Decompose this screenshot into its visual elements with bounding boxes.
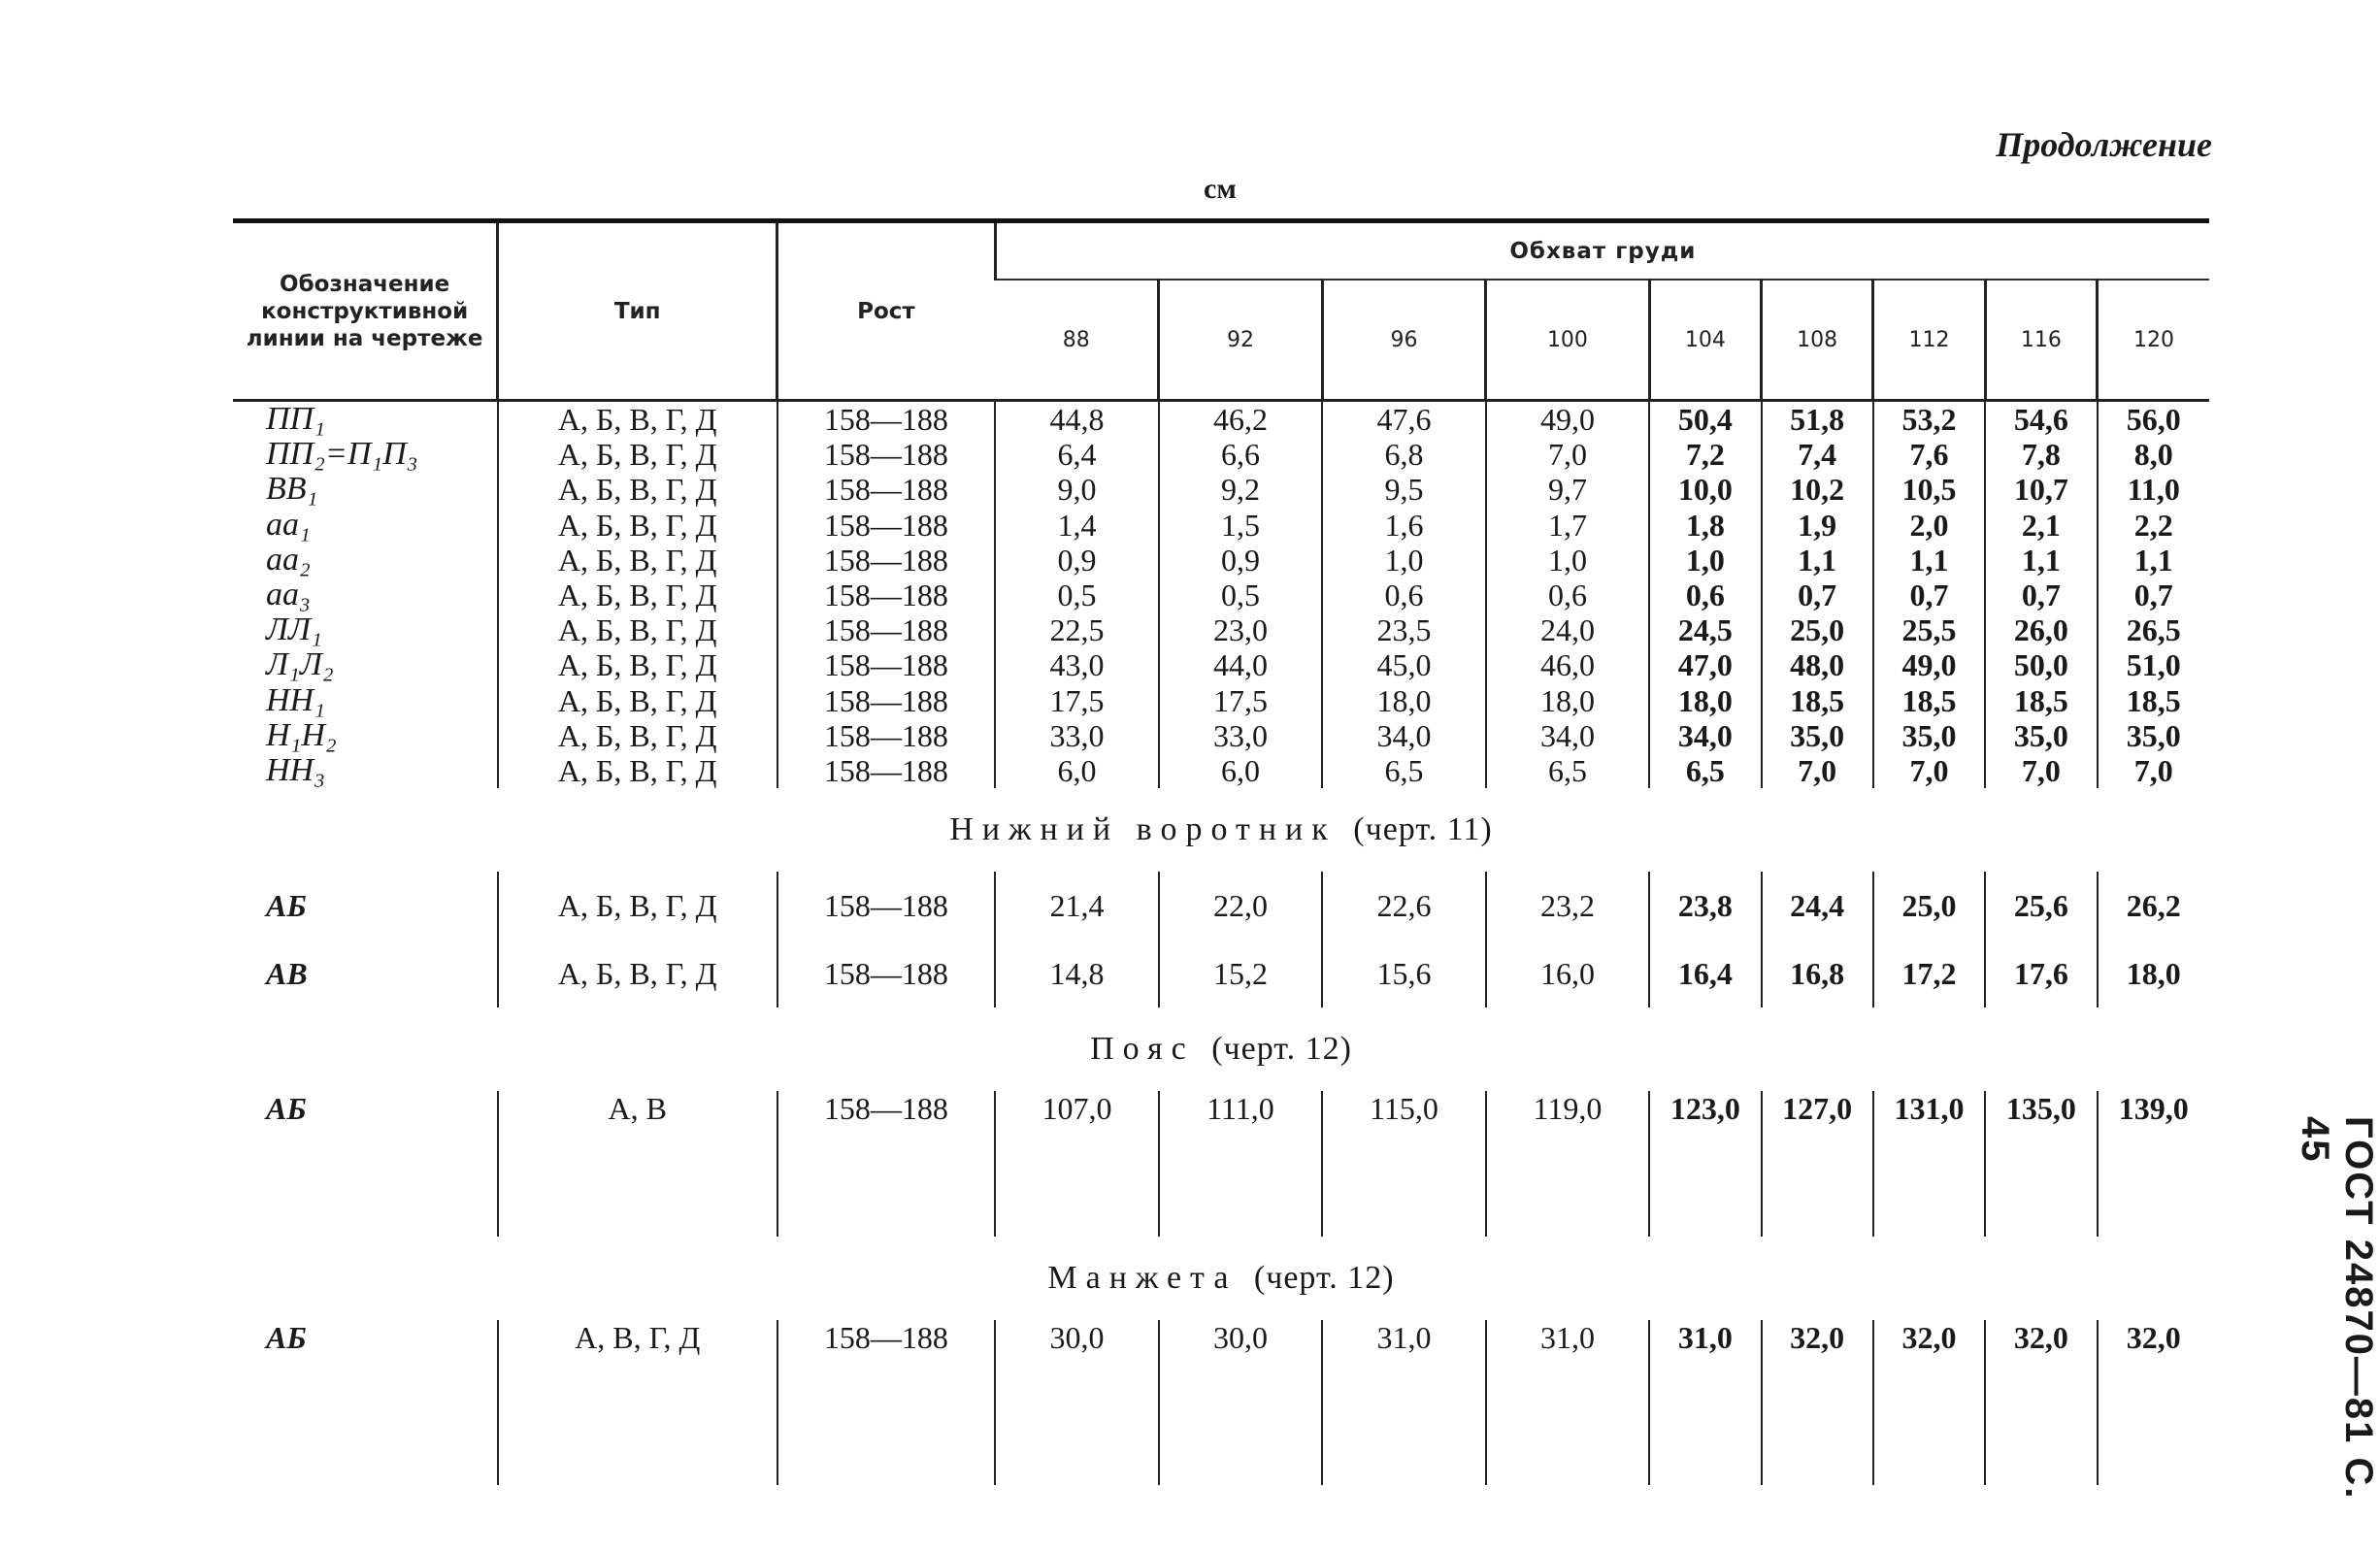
size-header: 88	[995, 280, 1158, 401]
column-header-type: Тип	[498, 221, 777, 401]
cell-line: 33,0	[1049, 717, 1105, 753]
value-cell: 31,0	[1649, 1320, 1761, 1485]
cell-line: 35,0	[2126, 717, 2181, 753]
cell-line: 50,0	[2013, 647, 2068, 683]
value-cell: 123,0	[1649, 1091, 1761, 1237]
value-cell: 30,0	[995, 1320, 1158, 1485]
cell-line: 11,0	[2127, 472, 2180, 508]
value-cell: 31,0	[1322, 1320, 1485, 1485]
cell-line: 47,0	[1677, 647, 1733, 683]
cell-line: А, Б, В, Г, Д	[557, 647, 717, 683]
cell-line: 33,0	[1212, 717, 1268, 753]
size-header: 100	[1486, 280, 1649, 401]
value-column	[1985, 401, 2097, 789]
cell-line: 18,5	[1901, 682, 1957, 718]
size-header: 116	[1985, 280, 2097, 401]
cell-line: 6,6	[1220, 437, 1260, 473]
value-cell: 32,0	[1762, 1320, 1873, 1485]
cell-line: 7,0	[1798, 752, 1837, 788]
value-cell: 15,6	[1322, 940, 1485, 1007]
cell-line: 158—188	[823, 437, 948, 473]
continuation-label: Продолжение	[1996, 125, 2212, 164]
value-column	[1486, 401, 1649, 789]
value-cell: 32,0	[1985, 1320, 2097, 1485]
cell-line: 158—188	[823, 717, 948, 753]
cell-line: 18,5	[2126, 682, 2181, 718]
value-cell: 30,0	[1159, 1320, 1322, 1485]
cell-line: 10,0	[1677, 472, 1733, 508]
cell-line: 9,0	[1057, 472, 1097, 508]
height-cell	[777, 401, 996, 789]
table-row	[233, 872, 2209, 940]
value-cell: 139,0	[2098, 1091, 2210, 1237]
cell-line: 18,5	[1790, 682, 1845, 718]
cell-line: 2,0	[1909, 507, 1949, 543]
section-heading-collar	[233, 788, 2209, 872]
cell-line: 56,0	[2126, 402, 2181, 437]
cell-line: 0,7	[1798, 577, 1837, 612]
cell-line: НН₁	[266, 681, 325, 718]
value-cell: 119,0	[1486, 1091, 1649, 1237]
cell-line: 48,0	[1790, 647, 1845, 683]
cell-line: 1,4	[1057, 507, 1097, 543]
value-cell: 32,0	[1873, 1320, 1985, 1485]
cell-line: 1,6	[1384, 507, 1424, 543]
cell-line: ЛЛ₁	[266, 611, 322, 648]
cell-line: 1,5	[1220, 507, 1260, 543]
column-header-height: Рост	[777, 221, 996, 401]
table-row	[233, 1091, 2209, 1237]
cell-line: 46,0	[1539, 647, 1595, 683]
cell-line: 51,0	[2126, 647, 2181, 683]
cell-line: 46,2	[1212, 402, 1268, 437]
measurements-table	[233, 218, 2209, 1485]
cell-line: 7,8	[2021, 437, 2061, 473]
cell-line: 49,0	[1539, 402, 1595, 437]
cell-line: 10,2	[1790, 472, 1845, 508]
value-cell: 32,0	[2098, 1320, 2210, 1485]
size-header: 104	[1649, 280, 1761, 401]
cell-line: 45,0	[1376, 647, 1432, 683]
cell-line: 35,0	[1901, 717, 1957, 753]
cell-line: 2,2	[2133, 507, 2173, 543]
value-cell: 16,4	[1649, 940, 1761, 1007]
cell-line: 1,1	[2133, 542, 2173, 578]
cell-line: А, Б, В, Г, Д	[557, 472, 717, 508]
value-cell: 111,0	[1159, 1091, 1322, 1237]
value-cell: 107,0	[995, 1091, 1158, 1237]
cell-line: 1,1	[2021, 542, 2061, 578]
size-header: 112	[1873, 280, 1985, 401]
cell-line: ВВ₁	[266, 471, 318, 508]
cell-line: 158—188	[823, 402, 948, 437]
designation-cell: АБ	[266, 888, 307, 924]
section-drawing-ref: (черт. 11)	[1353, 811, 1493, 848]
cell-line: Н₁Н₂	[266, 716, 337, 753]
cell-line: 10,5	[1901, 472, 1957, 508]
cell-line: 158—188	[823, 682, 948, 718]
section-title: Нижний воротник	[949, 811, 1337, 848]
cell-line: 158—188	[823, 472, 948, 508]
cell-line: 1,0	[1685, 542, 1725, 578]
value-cell: 26,2	[2098, 872, 2210, 940]
cell-line: 1,1	[1909, 542, 1949, 578]
value-column	[1159, 401, 1322, 789]
value-column	[1649, 401, 1761, 789]
cell-line: 7,0	[1547, 437, 1587, 473]
cell-line: 158—188	[823, 647, 948, 683]
cell-line: 18,0	[1677, 682, 1733, 718]
value-cell: 135,0	[1985, 1091, 2097, 1237]
cell-line: А, Б, В, Г, Д	[557, 402, 717, 437]
cell-line: 6,0	[1057, 752, 1097, 788]
cell-line: 6,4	[1057, 437, 1097, 473]
cell-line: аа₂	[266, 541, 311, 578]
cell-line: 18,0	[1376, 682, 1432, 718]
cell-line: 0,7	[1909, 577, 1949, 612]
cell-line: 49,0	[1901, 647, 1957, 683]
cell-line: 26,5	[2126, 612, 2181, 648]
cell-line: 23,0	[1212, 612, 1268, 648]
cell-line: 158—188	[823, 577, 948, 612]
value-cell: 24,4	[1762, 872, 1873, 940]
cell-line: 51,8	[1790, 402, 1845, 437]
standard-page-title: ГОСТ 24870—81 С. 45	[2294, 1116, 2380, 1501]
cell-line: 22,5	[1049, 612, 1105, 648]
cell-line: А, Б, В, Г, Д	[557, 612, 717, 648]
cell-line: 9,2	[1220, 472, 1260, 508]
cell-line: 25,0	[1790, 612, 1845, 648]
value-column	[1762, 401, 1873, 789]
size-header: 108	[1762, 280, 1873, 401]
cell-line: 1,0	[1384, 542, 1424, 578]
column-header-designation: Обозначение конструктивной линии на чертеже	[233, 221, 498, 401]
size-header: 120	[2098, 280, 2210, 401]
section-heading-belt	[233, 1007, 2209, 1091]
value-cell: 18,0	[2098, 940, 2210, 1007]
cell-line: 158—188	[823, 542, 948, 578]
table-row	[233, 1320, 2209, 1485]
cell-line: 17,5	[1049, 682, 1105, 718]
cell-line: аа₃	[266, 576, 311, 612]
height-cell: 158—188	[777, 940, 996, 1007]
cell-line: ПП₂=П₁П₃	[266, 436, 418, 473]
cell-line: 35,0	[1790, 717, 1845, 753]
cell-line: 17,5	[1212, 682, 1268, 718]
cell-line: 0,5	[1220, 577, 1260, 612]
cell-line: Л₁Л₂	[266, 646, 334, 683]
value-cell: 25,0	[1873, 872, 1985, 940]
cell-line: 9,5	[1384, 472, 1424, 508]
cell-line: 6,5	[1384, 752, 1424, 788]
cell-line: 7,4	[1798, 437, 1837, 473]
value-cell: 115,0	[1322, 1091, 1485, 1237]
value-column	[995, 401, 1158, 789]
height-cell: 158—188	[777, 872, 996, 940]
cell-line: 18,5	[2013, 682, 2068, 718]
cell-line: 8,0	[2133, 437, 2173, 473]
value-cell: 16,8	[1762, 940, 1873, 1007]
cell-line: 158—188	[823, 612, 948, 648]
main-measurements-rows	[233, 401, 2209, 789]
section-title: Пояс	[1090, 1031, 1195, 1068]
cell-line: 0,6	[1384, 577, 1424, 612]
cell-line: 0,9	[1057, 542, 1097, 578]
unit-label: см	[1204, 173, 1237, 205]
cell-line: 26,0	[2013, 612, 2068, 648]
value-cell: 23,2	[1486, 872, 1649, 940]
size-header: 96	[1322, 280, 1485, 401]
cell-line: 158—188	[823, 507, 948, 543]
cell-line: 0,7	[2133, 577, 2173, 612]
designation-cell	[233, 401, 498, 789]
cell-line: 53,2	[1901, 402, 1957, 437]
cell-line: А, Б, В, Г, Д	[557, 577, 717, 612]
value-column	[1873, 401, 1985, 789]
cell-line: А, Б, В, Г, Д	[557, 507, 717, 543]
cell-line: А, Б, В, Г, Д	[557, 717, 717, 753]
cell-line: ПП₁	[266, 401, 325, 437]
designation-cell: АВ	[266, 956, 308, 992]
cell-line: 6,0	[1220, 752, 1260, 788]
cell-line: 25,5	[1901, 612, 1957, 648]
height-cell: 158—188	[777, 1091, 996, 1237]
value-column	[1322, 401, 1485, 789]
cell-line: 2,1	[2021, 507, 2061, 543]
value-cell: 131,0	[1873, 1091, 1985, 1237]
designation-cell: АБ	[266, 1091, 307, 1127]
cell-line: 0,6	[1685, 577, 1725, 612]
value-cell: 15,2	[1159, 940, 1322, 1007]
section-drawing-ref: (черт. 12)	[1211, 1031, 1352, 1068]
cell-line: 24,5	[1677, 612, 1733, 648]
cell-line: 7,0	[1909, 752, 1949, 788]
cell-line: 43,0	[1049, 647, 1105, 683]
value-cell: 16,0	[1486, 940, 1649, 1007]
cell-line: 24,0	[1539, 612, 1595, 648]
cell-line: 0,6	[1547, 577, 1587, 612]
cell-line: А, Б, В, Г, Д	[557, 682, 717, 718]
cell-line: 34,0	[1376, 717, 1432, 753]
cell-line: 44,8	[1049, 402, 1105, 437]
cell-line: 1,8	[1685, 507, 1725, 543]
cell-line: 50,4	[1677, 402, 1733, 437]
section-heading-cuff	[233, 1237, 2209, 1320]
cell-line: аа₁	[266, 506, 311, 543]
cell-line: 44,0	[1212, 647, 1268, 683]
cell-line: 35,0	[2013, 717, 2068, 753]
cell-line: 158—188	[823, 752, 948, 788]
height-cell: 158—188	[777, 1320, 996, 1485]
cell-line: 1,1	[1798, 542, 1837, 578]
type-cell: А, Б, В, Г, Д	[498, 872, 777, 940]
cell-line: 6,5	[1685, 752, 1725, 788]
cell-line: 47,6	[1376, 402, 1432, 437]
cell-line: 54,6	[2013, 402, 2068, 437]
value-cell: 14,8	[995, 940, 1158, 1007]
size-header: 92	[1159, 280, 1322, 401]
cell-line: 7,0	[2021, 752, 2061, 788]
cell-line: 1,7	[1547, 507, 1587, 543]
value-cell: 23,8	[1649, 872, 1761, 940]
cell-line: 0,5	[1057, 577, 1097, 612]
value-cell: 127,0	[1762, 1091, 1873, 1237]
type-cell: А, Б, В, Г, Д	[498, 940, 777, 1007]
cell-line: 7,6	[1909, 437, 1949, 473]
value-cell: 17,6	[1985, 940, 2097, 1007]
type-cell: А, В	[498, 1091, 777, 1237]
cell-line: А, Б, В, Г, Д	[557, 542, 717, 578]
value-column	[2098, 401, 2210, 789]
value-cell: 31,0	[1486, 1320, 1649, 1485]
cell-line: 1,0	[1547, 542, 1587, 578]
value-cell: 21,4	[995, 872, 1158, 940]
cell-line: 9,7	[1547, 472, 1587, 508]
table-row	[233, 940, 2209, 1007]
cell-line: А, Б, В, Г, Д	[557, 752, 717, 788]
value-cell: 25,6	[1985, 872, 2097, 940]
cell-line: 7,0	[2133, 752, 2173, 788]
column-group-chest-girth: Обхват груди	[995, 221, 2209, 281]
cell-line: 6,8	[1384, 437, 1424, 473]
cell-line: 34,0	[1539, 717, 1595, 753]
section-title: Манжета	[1047, 1260, 1238, 1297]
cell-line: 18,0	[1539, 682, 1595, 718]
cell-line: 0,9	[1220, 542, 1260, 578]
section-drawing-ref: (черт. 12)	[1253, 1260, 1395, 1297]
cell-line: 0,7	[2021, 577, 2061, 612]
cell-line: 7,2	[1685, 437, 1725, 473]
value-cell: 17,2	[1873, 940, 1985, 1007]
cell-line: 23,5	[1376, 612, 1432, 648]
cell-line: 6,5	[1547, 752, 1587, 788]
cell-line: 1,9	[1798, 507, 1837, 543]
type-cell: А, В, Г, Д	[498, 1320, 777, 1485]
value-cell: 22,0	[1159, 872, 1322, 940]
cell-line: А, Б, В, Г, Д	[557, 437, 717, 473]
cell-line: 34,0	[1677, 717, 1733, 753]
type-cell	[498, 401, 777, 789]
value-cell: 22,6	[1322, 872, 1485, 940]
designation-cell: АБ	[266, 1320, 307, 1356]
cell-line: 10,7	[2013, 472, 2068, 508]
cell-line: НН₃	[266, 751, 325, 788]
